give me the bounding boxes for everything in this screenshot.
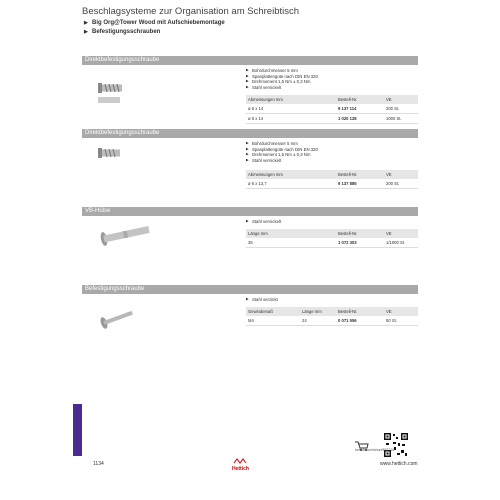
triangle-icon: ▶ [84,20,88,26]
product-image-machine-screw [82,297,242,331]
bullets-2: ▶ Bohrdurchmesser 5 mm ▶ Spanplattengüte nach DIN EN 320 ▶ Drehmoment 1,5 Nm ± 0,3 Nm ▶ Stahl vernickelt [246,141,318,163]
logo-mark-icon [233,458,247,464]
triangle-icon: ▶ [84,29,88,35]
bullets-1: ▶ Bohrdurchmesser 5 mm ▶ Spanplattengüte nach DIN EN 320 ▶ Drehmoment 1,5 Nm ± 0,3 Nm ▶ Stahl vernickelt [246,68,318,90]
chapter-tab [73,404,82,456]
product-image-sleeve [82,219,242,259]
page-number: 1134 [93,461,104,467]
section-bar-1: Direktbefestigungsschraube [82,56,418,65]
table-row: ø 6 x 14 9 137 114 200 St. [246,104,418,114]
page-title: Beschlagsysteme zur Organisation am Schreibtisch [82,6,300,17]
table-row: M4 24 0 071 556 50 St. [246,316,418,326]
table-row: ø 6 x 14 1 020 128 1000 St. [246,114,418,124]
section-bar-3: VB-Hülse [82,207,418,216]
order-table-3: Länge mm Bestell-Nr. VE 35 1 072 303 1/1000 St. [246,229,418,248]
product-image-screw-2 [82,141,242,165]
table-row: ø 6 x 13,7 9 137 885 200 St. [246,179,418,189]
cart-icon [355,438,369,456]
subtitle-product: ▶ Big Org@Tower Wood mit Aufschiebemontage [84,20,225,26]
table-row: 35 1 072 303 1/1000 St. [246,238,418,248]
order-table-1: Abmessungen mm Bestell-Nr. VE ø 6 x 14 9 137 114 200 St. ø 6 x 14 1 020 128 1000 St. [246,95,418,124]
bullets-4: ▶ Stahl verzinkt [246,297,278,303]
qr-caption: hettich.com/short/867716 [355,448,395,452]
subtitle-category: ▶ Befestigungsschrauben [84,29,161,35]
order-table-4: Gewindemaß Länge mm Bestell-Nr. VE M4 24 0 071 556 50 St. [246,307,418,326]
product-image-screw-1 [82,68,242,108]
order-table-2: Abmessungen mm Bestell-Nr. VE ø 6 x 13,7 9 137 885 200 St. [246,170,418,189]
bullets-3: ▶ Stahl vernickelt [246,219,281,225]
section-bar-2: Direktbefestigungsschraube [82,129,418,138]
website-link[interactable]: www.hettich.com [380,461,418,467]
section-bar-4: Befestigungsschraube [82,285,418,294]
hettich-logo: Hettich [232,458,249,472]
